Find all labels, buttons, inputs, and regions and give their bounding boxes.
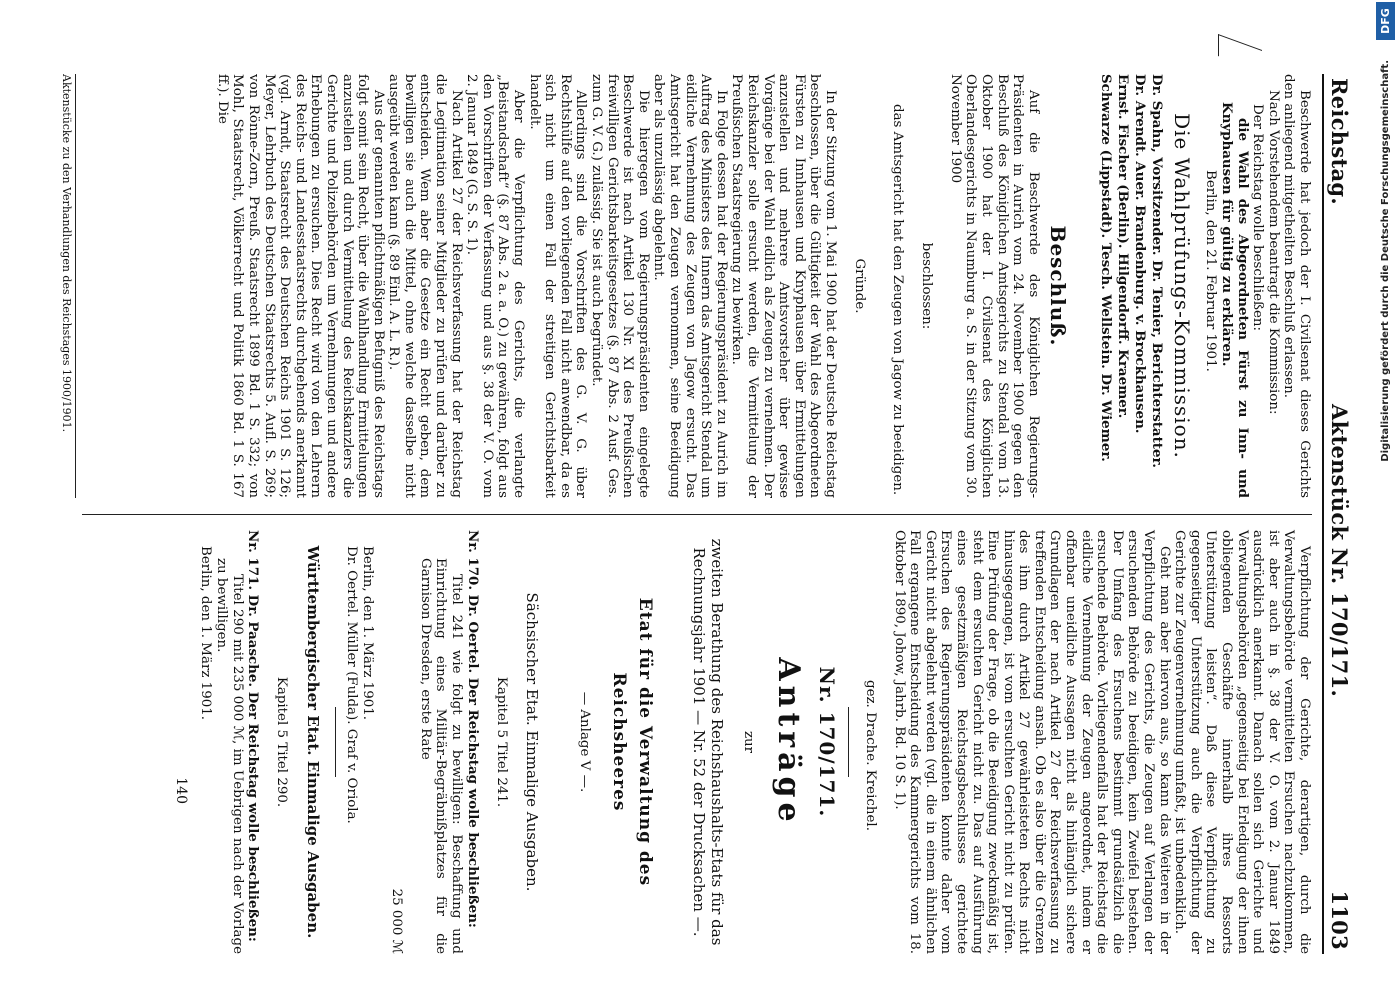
saxon-chapter: Kapitel 5 Titel 241. xyxy=(493,676,509,808)
header-reichstag: Reichstag. xyxy=(1327,78,1352,205)
resolution-title: Beschluß. xyxy=(1045,225,1070,347)
commission-chair: Dr. Spahn, Vorsitzender. Dr. Tenier, Berichterstatter. xyxy=(1148,74,1165,468)
wurttemberg-chapter: Kapitel 5 Titel 290. xyxy=(274,676,290,808)
etat-title: Etat für die Verwaltung des Reichsheeres xyxy=(608,597,655,887)
commission-members-2: Ernst. Fischer (Berlin). Hilgendorff. Kraemer. xyxy=(1114,74,1131,419)
grounds-paragraph-3: Die hiergegen vom Regierungspräsidenten eingelegte Beschwerde ist nach Artikel 130 Nr. XI des Preußischen freiwilligen Gerichtsbarkeitsgesetzes (§. 87 Abs. 2 Ausf. Ges. zum G. V. G.) zulässig. Sie ist auch begründet. xyxy=(589,74,651,498)
grounds-paragraph-4: Allerdings sind die Vorschriften des G. V. G. über Rechtshülfe auf den vorliegenden Fall nicht anwendbar, da es sich nicht um einen Fall der streitigen Gerichtsbarkeit handelt. xyxy=(526,74,589,498)
dfg-logo xyxy=(1376,2,1395,40)
motion-170-header: Nr. 170. Dr. Oertel. Der Reichstag wolle beschließen: xyxy=(464,530,481,928)
etat-annex: — Anlage V —. xyxy=(577,691,593,793)
rotated-printed-page xyxy=(48,74,1358,954)
antraege-title: Anträge xyxy=(770,657,806,827)
resolution-paragraph-2: das Amtsgericht hat den Zeugen von Jagow zu beeidigen. xyxy=(889,104,905,496)
grounds-paragraph-1: In der Sitzung vom 1. Mai 1900 hat der Deutsche Reichstag beschlossen, über die Gültigkeit der Wahl des Abgeordneten Fürsten zu Innhausen und Knyphausen über Ermittelungen anzustellen und mehrere Amtsvorsteher über gewisse Vorgänge bei der Wahl eidlich als Zeugen zu vernehmen. Der Reichskanzler solle ersucht werden, die Vermittelung der Preußischen Staatsregierung zu bewirken. xyxy=(729,74,838,498)
commission-date-line: Berlin, den 21. Februar 1901. xyxy=(1203,170,1219,372)
grounds-title: Gründe. xyxy=(851,258,867,314)
header-aktenstueck: Aktenstück Nr. 170/171. xyxy=(1327,404,1352,698)
intro-paragraph-4: die Wahl des Abgeordneten Fürst zu Inn- und Knyphausen für gültig zu erklären. xyxy=(1219,102,1251,498)
right-column xyxy=(158,530,1312,954)
motion-170-amount: 25 000 ℳ xyxy=(388,888,404,954)
motion-171-header: Nr. 171. Dr. Paasche. Der Reichstag wolle beschließen: xyxy=(245,530,262,942)
court-signature: gez. Drache. Kreichel. xyxy=(862,680,878,831)
credit-strip xyxy=(1376,42,1395,1002)
continuation-paragraph-1: Verpflichtung der Gerichte, derartigen, durch die Verwaltungsbehörde vermittelten Ersuchen nachzukommen, ist aber auch in §. 38 der V. O. vom 2. Januar 1849 ausdrücklich anerkannt. Danach sollen sich Gerichte und Verwaltungsbehörden „gegenseitig bei Erledigung der ihnen obliegenden Geschäfte innerhalb ihres Ressorts Unterstützung leisten“. Daß diese Verpflichtung zu gegenseitiger Unterstützung auch die Verpflichtung der Gerichte zur Zeugenvernehmung umfaßt, ist unbedenklich. xyxy=(1172,530,1312,954)
motion-170-text: Titel 241 wie folgt zu bewilligen: Beschaffung und Einrichtung eines Militär-Begräbnißplatzes für die Garnison Dresden, erste Rate xyxy=(417,558,465,954)
intro-paragraph-3: Der Reichstag wolle beschließen: xyxy=(1250,104,1266,332)
intro-paragraph-1: Beschwerde hat jedoch der I. Civilsenat dieses Gerichts den anliegend mitgetheilten Beschluß erlassen. xyxy=(1281,74,1312,498)
section-rule xyxy=(848,707,849,777)
commission-members-1: Dr. Arendt. Auer. Brandenburg. v. Brockhausen. xyxy=(1131,74,1148,434)
commission-title: Die Wahlprüfungs-Kommission. xyxy=(1169,113,1194,459)
intro-paragraph-2: Nach Vorstehendem beantragt die Kommission: xyxy=(1265,90,1281,415)
page-header xyxy=(1322,74,1358,954)
page-number: 1103 xyxy=(1327,890,1352,950)
footnote: Aktenstücke zu den Verhandlungen des Reichstages 1900/1901. xyxy=(59,74,76,498)
motion-171-date: Berlin, den 1. März 1901. xyxy=(198,546,214,721)
column-divider xyxy=(82,514,1312,515)
section-rule-2 xyxy=(335,707,336,777)
motion-170-date: Berlin, den 1. März 1901. xyxy=(359,546,375,721)
grounds-paragraph-6: Nach Artikel 27 der Reichsverfassung hat der Reichstag die Legitimation seiner Mitglieder zu prüfen und darüber zu entscheiden. Wem aber die Gesetze ein Recht geben, dem bewilligen sie auch die Mittel, ohne welche dasselbe nicht ausgeübt werden kann (§. 89 Einl. A. L. R.). xyxy=(386,74,464,498)
dfg-logo-text: DFG xyxy=(1379,8,1392,34)
antraege-zur: zur xyxy=(741,730,757,754)
sheet-signature-mark: 140 xyxy=(172,777,189,804)
continuation-paragraph-2: Geht man aber hiervon aus, so kann das Weiteren in der Verpflichtung des Gerichts, die Zeugen auf Verlangen der ersuchenden Behörde zu beeidigen, kein Zweifel bestehen. Der Umfang des Ersuchens bestimmt grundsätzlich die ersuchende Behörde. Vorliegendenfalls hat der Reichstag die eidliche Vernehmung der Zeugen angeordnet, indem er offenbar uneidliche Aussagen nicht als hinlänglich sichere Grundlagen der nach Artikel 27 der Reichsverfassung zu treffenden Entscheidung ansah. Ob es also über die Grenzen des ihm durch Artikel 27 gewährleisteten Rechts nicht hinausgegangen, ist vom ersuchten Gericht nicht zu prüfen. Eine Prüfung der Frage, ob die Beeidigung zweckmäßig ist, steht dem ersuchten Gericht nicht zu. Das auf Ausführung eines gesetzmäßigen Reichstagsbeschlusses gerichtete Ersuchen des Regierungspräsidenten konnte daher vom Gericht nicht abgelehnt werden (vgl. die in einem ähnlichen Fall ergangene Entscheidung des Kammergerichts vom 18. Oktober 1890, Johow, Jahrb. Bd. 10 S. 1). xyxy=(891,530,1172,954)
digitization-credit-line: Digitalisierung gefördert durch die Deutsche Forschungsgemeinschaft. xyxy=(1380,60,1391,462)
motion-171-text: Titel 290 mit 235 000 ℳ, im Uebrigen nach der Vorlage zu bewilligen. xyxy=(213,558,245,954)
antraege-number: Nr. 170/171. xyxy=(814,666,839,818)
grounds-paragraph-2: In Folge dessen hat der Regierungspräsident zu Aurich im Auftrag des Ministers des Innern das Amtsgericht Stendal um eidliche Vernehmung des Zeugen von Jagow ersucht. Das Amtsgericht hat den Zeugen vernommen, seine Beeidigung aber als unzulässig abgelehnt. xyxy=(651,74,729,498)
antraege-subject: zweiten Berathung des Reichshaushalts-Etats für das Rechnungsjahr 1901 — Nr. 52 der Drucksachen —. xyxy=(689,538,726,946)
margin-bracket-mark xyxy=(1218,34,1262,72)
motion-170-signers: Dr. Oertel. Müller (Fulda). Graf v. Oriola. xyxy=(344,546,360,824)
resolution-beschlossen: beschlossen: xyxy=(918,242,934,330)
grounds-paragraph-7: Aus der genannten pflichtmäßigen Befugniß des Reichstags folgt somit sein Recht, über die Wahlhandlung Ermittelungen anzustellen und durch Vermittelung des Reichskanzlers die Gerichte und Polizeibehörden um Vernehmungen und andere Erhebungen zu ersuchen. Dies Recht wird von den Lehrern des Reichs- und Landesstaatsrechts durchgehends anerkannt (vgl. Arndt, Staatsrecht des Deutschen Reichs 1901 S. 126; Meyer, Lehrbuch des Deutschen Staatsrechts 5. Aufl. S. 269; von Rönne-Zorn, Preuß. Staatsrecht 1899 Bd. 1 S. 332; von Mohl, Staatsrecht, Völkerrecht und Politik 1860 Bd. 1 S. 167 ff.). Die xyxy=(214,74,386,498)
left-column xyxy=(214,74,1312,498)
commission-members-3: Schwarze (Lippstadt). Tesch. Wellstein. Dr. Wiemer. xyxy=(1097,74,1114,462)
resolution-paragraph-1: Auf die Beschwerde des Königlichen Regierungs-Präsidenten in Aurich vom 24. November 1900 gegen den Beschluß des Königlichen Amtsgerichts zu Stendal vom 13. Oktober 1900 hat der I. Civilsenat des Königlichen Oberlandesgerichts in Naumburg a. S. in der Sitzung vom 30. November 1900 xyxy=(947,74,1041,498)
saxon-heading: Sächsischer Etat. Einmalige Ausgaben. xyxy=(523,592,542,892)
grounds-paragraph-5: Aber die Verpflichtung des Gerichts, die verlangte „Beistandschaft“ (§. 87 Abs. 2 a. a. O.) zu gewähren, folgt aus den Vorschriften der Verfassung und aus §. 38 der V. O. vom 2. Januar 1849 (G. S. S. 1). xyxy=(464,74,527,498)
wurttemberg-heading: Württembergischer Etat. Einmalige Ausgaben. xyxy=(303,545,322,939)
